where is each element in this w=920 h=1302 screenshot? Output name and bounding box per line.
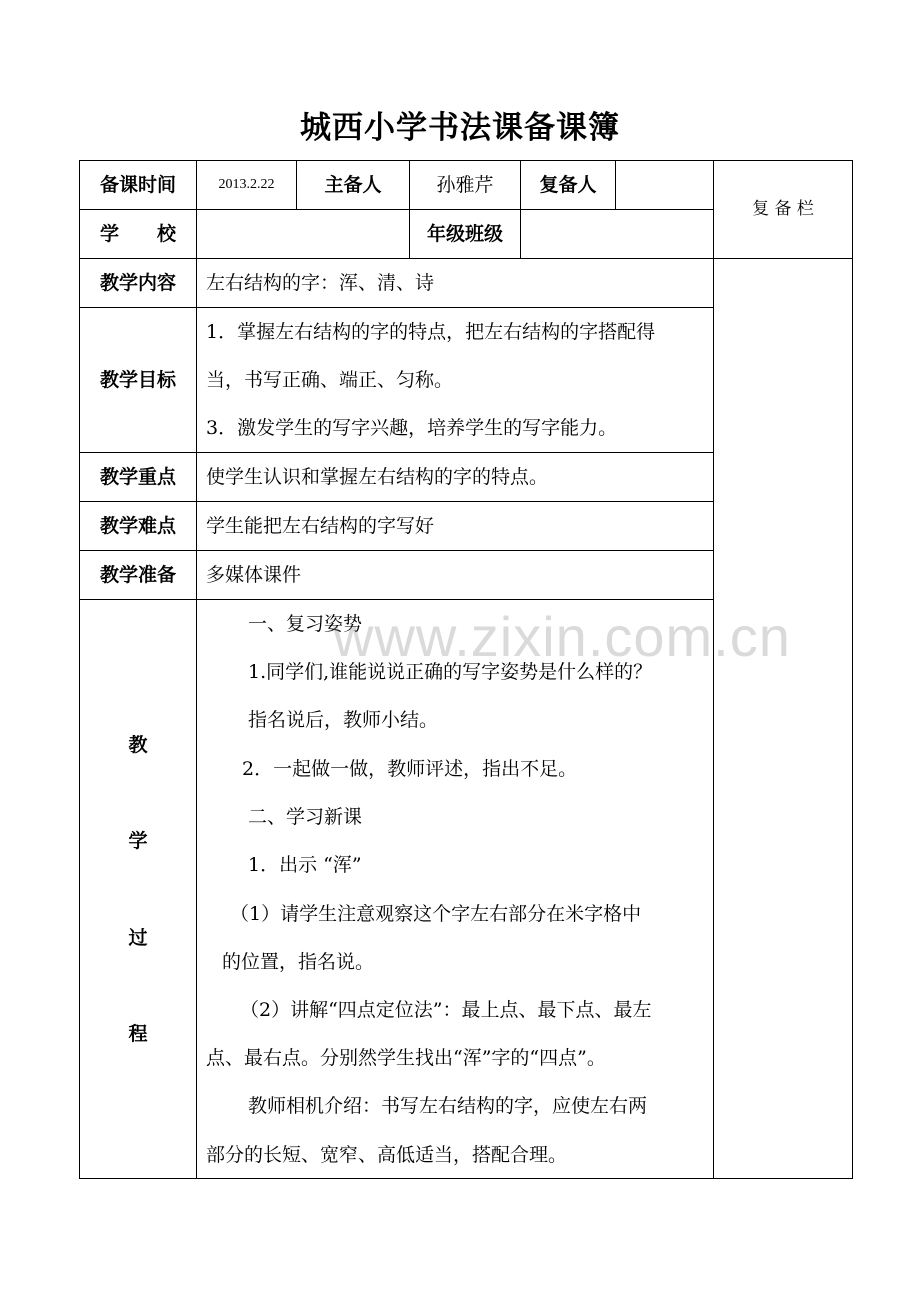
table-rule xyxy=(79,599,713,600)
key-points-label: 教学重点 xyxy=(99,465,176,488)
difficulties-label: 教学难点 xyxy=(99,514,176,537)
process-line: 教师相机介绍：书写左右结构的字，应使左右两 xyxy=(248,1095,648,1117)
grade-class-value xyxy=(521,210,713,258)
process-line: 2．一起做一做，教师评述，指出不足。 xyxy=(242,758,578,780)
main-preparer-value: 孙雅芹 xyxy=(436,173,494,196)
preparation-value: 多媒体课件 xyxy=(206,563,302,586)
process-label-char: 过 xyxy=(128,927,148,949)
re-preparer-value xyxy=(616,161,713,209)
objective-line: 1．掌握左右结构的字的特点，把左右结构的字搭配得 xyxy=(206,321,656,343)
objective-line: 当，书写正确、端正、匀称。 xyxy=(206,369,454,391)
difficulties-value: 学生能把左右结构的字写好 xyxy=(206,514,435,537)
process-line: （1）请学生注意观察这个字左右部分在米字格中 xyxy=(230,903,642,925)
process-line: 1．出示 “浑” xyxy=(248,854,362,876)
process-label-char: 学 xyxy=(128,830,148,852)
process-line: 的位置，指名说。 xyxy=(222,951,375,973)
process-line: 二、学习新课 xyxy=(248,806,363,828)
prep-time-label: 备课时间 xyxy=(99,173,176,196)
process-label-char: 教 xyxy=(128,734,148,756)
process-line: 指名说后，教师小结。 xyxy=(248,709,439,731)
process-line: 点、最右点。分别然学生找出“浑”字的“四点”。 xyxy=(206,1047,606,1069)
prep-time-value: 2013.2.22 xyxy=(218,177,275,192)
content-label: 教学内容 xyxy=(99,271,176,294)
content-value: 左右结构的字：浑、清、诗 xyxy=(206,271,435,294)
re-preparer-label: 复备人 xyxy=(539,173,597,196)
review-column-label: 复 备 栏 xyxy=(752,199,814,219)
key-points-value: 使学生认识和掌握左右结构的字的特点。 xyxy=(206,465,549,488)
table-rule xyxy=(196,160,197,1179)
table-border-right xyxy=(852,160,853,1179)
process-line: （2）讲解“四点定位法”：最上点、最下点、最左 xyxy=(240,999,652,1021)
process-line: 一、复习姿势 xyxy=(248,613,363,635)
grade-class-label: 年级班级 xyxy=(426,222,503,245)
process-line: 部分的长短、宽窄、高低适当，搭配合理。 xyxy=(206,1144,568,1166)
preparation-label: 教学准备 xyxy=(99,563,176,586)
table-rule xyxy=(713,160,714,1179)
school-label: 学 校 xyxy=(99,222,176,245)
watermark: www.zixin.com.cn xyxy=(333,605,791,668)
process-label-char: 程 xyxy=(128,1023,148,1045)
objectives-label: 教学目标 xyxy=(99,368,176,391)
objective-line: 3．激发学生的写字兴趣，培养学生的写字能力。 xyxy=(206,417,618,439)
page-title: 城西小学书法课备课簿 xyxy=(300,110,620,146)
school-value xyxy=(197,210,409,258)
process-line: 1.同学们,谁能说说正确的写字姿势是什么样的？ xyxy=(248,661,653,683)
main-preparer-label: 主备人 xyxy=(324,173,382,196)
